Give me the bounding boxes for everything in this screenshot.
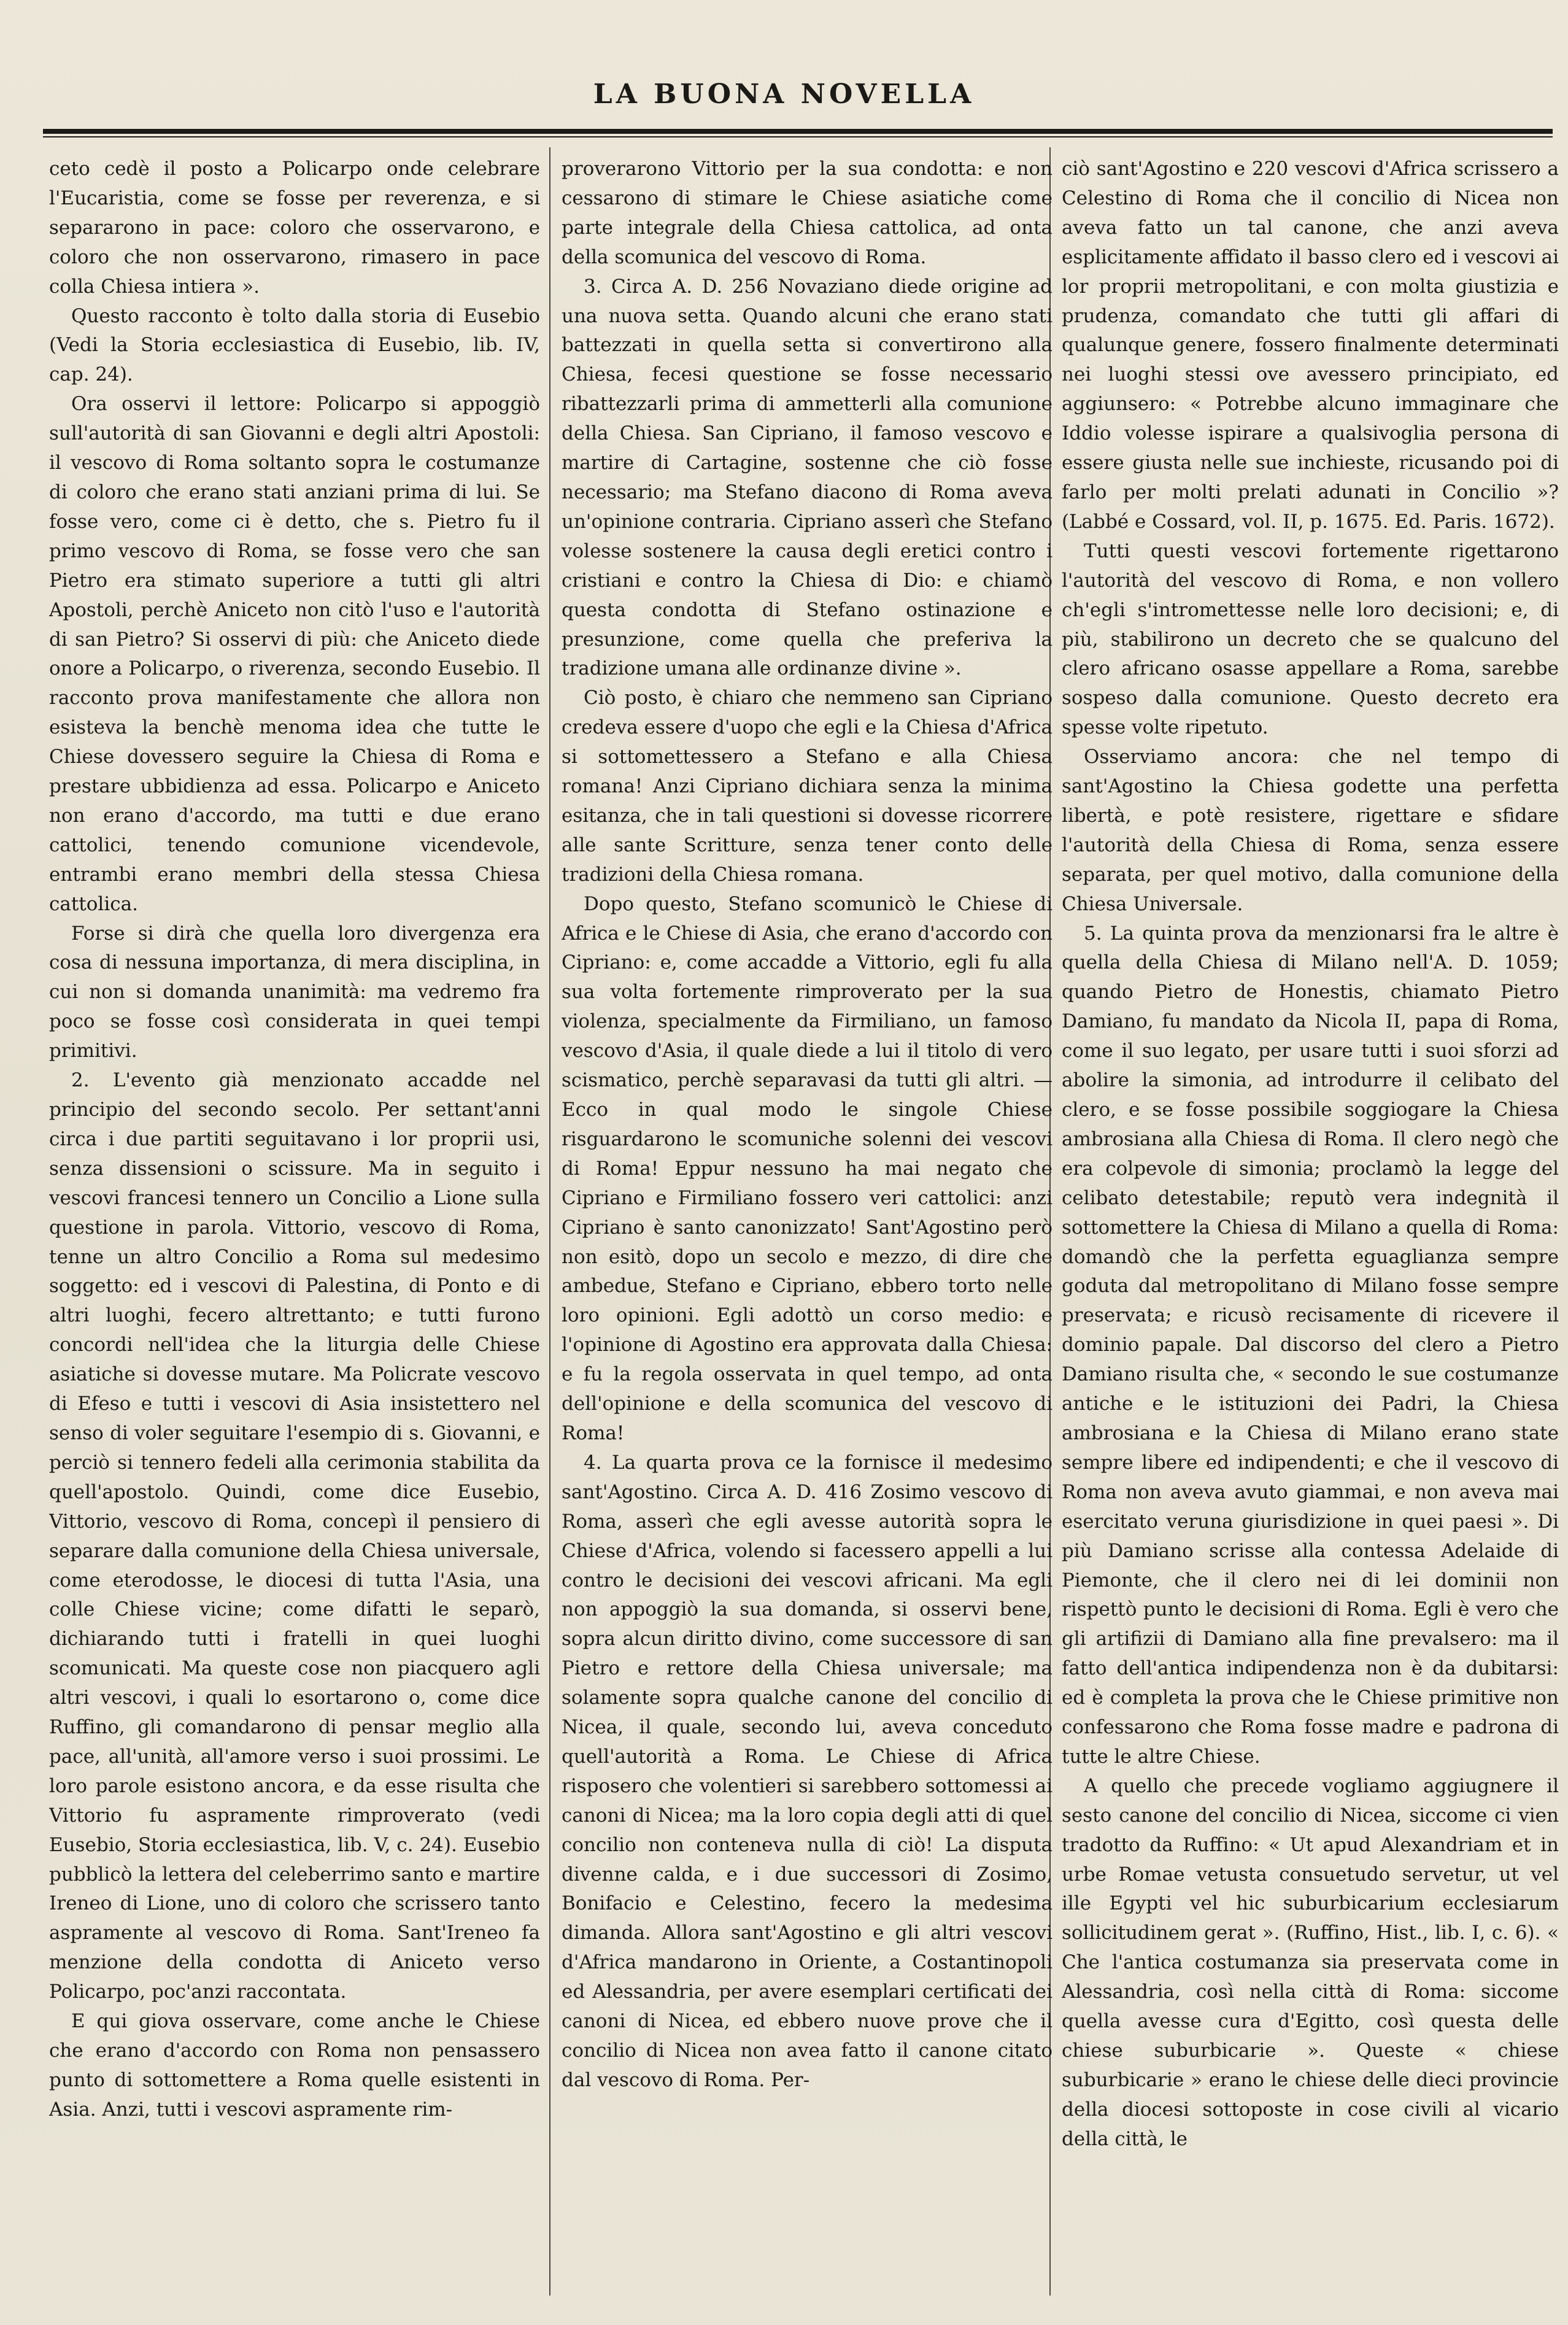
text-column-2 — [562, 155, 1052, 2303]
paragraph: ciò sant'Agostino e 220 vescovi d'Africa scrissero a Celestino di Roma che il concilio di Nicea non aveva fatto un tal canone, che anzi aveva esplicitamente affidato il basso clero ed i vescovi ai lor proprii metropolitani, e con molta giustizia e prudenza, comandato che tutti gli affari di qualunque genere, fossero finalmente determinati nei luoghi stessi ove avessero principiato, ed aggiunsero: « Potrebbe alcuno immaginare che Iddio volesse ispirare a qualsivoglia persona di essere giusta nelle sue inchieste, ricusando poi di farlo per molti prelati adunati in Concilio »? (Labbé e Cossard, vol. II, p. 1675. Ed. Paris. 1672). — [1062, 158, 1559, 533]
paragraph: Ciò posto, è chiaro che nemmeno san Cipriano credeva essere d'uopo che egli e la Chiesa d'Africa si sottomettessero a Stefano e alla Chiesa romana! Anzi Cipriano dichiara senza la minima esitanza, che in tali questioni si dovesse ricorrere alle sante Scritture, senza tener conto delle tradizioni della Chiesa romana. — [562, 687, 1052, 886]
paragraph: Ora osservi il lettore: Policarpo si appoggiò sull'autorità di san Giovanni e degli altri Apostoli: il vescovo di Roma soltanto sopra le costumanze di coloro che erano stati anziani prima di lui. Se fosse vero, come ci è detto, che s. Pietro fu il primo vescovo di Roma, se fosse vero che san Pietro era stimato superiore a tutti gli altri Apostoli, perchè Aniceto non citò l'uso e l'autorità di san Pietro? Si osservi di più: che Aniceto diede onore a Policarpo, o riverenza, secondo Eusebio. Il racconto prova manifestamente che allora non esisteva la benchè menoma idea che tutte le Chiese dovessero seguire la Chiesa di Roma e prestare ubbidienza ad essa. Policarpo e Aniceto non erano d'accordo, ma tutti e due erano cattolici, tenendo comunione vicendevole, entrambi erano membri della stessa Chiesa cattolica. — [49, 393, 540, 915]
paragraph: Questo racconto è tolto dalla storia di Eusebio (Vedi la Storia ecclesiastica di Eusebio, lib. IV, cap. 24). — [49, 304, 540, 386]
text-column-1 — [49, 155, 540, 2303]
paragraph: Tutti questi vescovi fortemente rigettarono l'autorità del vescovo di Roma, e non vollero ch'egli s'intromettesse nelle loro decisioni; e, di più, stabilirono un decreto che se qualcuno del clero africano osasse appellare a Roma, sarebbe sospeso dalla comunione. Questo decreto era spesse volte ripetuto. — [1062, 540, 1559, 739]
paragraph: Dopo questo, Stefano scomunicò le Chiese di Africa e le Chiese di Asia, che erano d'accordo con Cipriano: e, come accadde a Vittorio, egli fu alla sua volta fortemente rimproverato per la sua violenza, specialmente da Firmiliano, un famoso vescovo d'Asia, il quale diede a lui il titolo di vero scismatico, perchè separavasi da tutti gli altri. — Ecco in qual modo le singole Chiese risguardarono le scomuniche solenni dei vescovi di Roma! Eppur nessuno ha mai negato che Cipriano e Firmiliano fossero veri cattolici: anzi Cipriano è santo canonizzato! Sant'Agostino però non esitò, dopo un secolo e mezzo, di dire che ambedue, Stefano e Cipriano, ebbero torto nelle loro opinioni. Egli adottò un corso medio: e l'opinione di Agostino era approvata dalla Chiesa: e fu la regola osservata in quel tempo, ad onta dell'opinione e della scomunica del vescovo di Roma! — [562, 892, 1052, 1444]
paragraph: 5. La quinta prova da menzionarsi fra le altre è quella della Chiesa di Milano nell'A. D. 1059; quando Pietro de Honestis, chiamato Pietro Damiano, fu mandato da Nicola II, papa di Roma, come il suo legato, per usare tutti i suoi sforzi ad abolire la simonia, ad introdurre il celibato del clero, e se fosse possibile soggiogare la Chiesa ambrosiana alla Chiesa di Roma. Il clero negò che era colpevole di simonia; proclamò la legge del celibato detestabile; reputò vera indegnità il sottomettere la Chiesa di Milano a quella di Roma: domandò che la perfetta eguaglianza sempre goduta dal metropolitano di Milano fosse sempre preservata; e ricusò recisamente di ricevere il dominio papale. Dal discorso del clero a Pietro Damiano risulta che, « secondo le sue costumanze antiche e le istituzioni dei Padri, la Chiesa ambrosiana e la Chiesa di Milano erano state sempre libere ed indipendenti; e che il vescovo di Roma non aveva avuto giammai, e non aveva mai esercitato veruna giurisdizione in quei paesi ». Di più Damiano scrisse alla contessa Adelaide di Piemonte, che il clero nei di lei dominii non rispettò punto le decisioni di Roma. Egli è vero che gli artifizii di Damiano alla fine prevalsero: ma il fatto dell'antica indipendenza non è da dubitarsi: ed è completa la prova che le Chiese primitive non confessarono che Roma fosse madre e padrona di tutte le altre Chiese. — [1062, 922, 1559, 1768]
paragraph: Forse si dirà che quella loro divergenza era cosa di nessuna importanza, di mera disciplina, in cui non si domanda unanimità: ma vedremo fra poco se fosse così considerata in quei tempi primitivi. — [49, 922, 540, 1062]
paragraph: E qui giova osservare, come anche le Chiese che erano d'accordo con Roma non pensassero punto di sottomettere a Roma quelle esistenti in Asia. Anzi, tutti i vescovi aspramente rim- — [49, 2010, 540, 2121]
paragraph: proverarono Vittorio per la sua condotta: e non cessarono di stimare le Chiese asiatiche come parte integrale della Chiesa cattolica, ad onta della scomunica del vescovo di Roma. — [562, 158, 1052, 268]
column-divider — [549, 147, 550, 2296]
paragraph: A quello che precede vogliamo aggiugnere il sesto canone del concilio di Nicea, siccome ci vien tradotto da Ruffino: « Ut apud Alexandriam et in urbe Romae vetusta consuetudo servetur, ut vel ille Egypti vel hic suburbicarium ecclesiarum sollicitudinem gerat ». (Ruffino, Hist., lib. I, c. 6). « Che l'antica costumanza sia preservata come in Alessandria, così nella città di Roma: siccome quella avesse cura d'Egitto, così questa delle chiese suburbicarie ». Queste « chiese suburbicarie » erano le chiese delle dieci provincie della diocesi sottoposte in cose civili al vicario della città, le — [1062, 1774, 1559, 2150]
paragraph: ceto cedè il posto a Policarpo onde celebrare l'Eucaristia, come se fosse per reverenza, e si separarono in pace: coloro che osservarono, e coloro che non osservarono, rimasero in pace colla Chiesa intiera ». — [49, 158, 540, 298]
paragraph: 2. L'evento già menzionato accadde nel principio del secondo secolo. Per settant'anni circa i due partiti seguitavano i lor proprii usi, senza dissensioni o scissure. Ma in seguito i vescovi francesi tennero un Concilio a Lione sulla questione in parola. Vittorio, vescovo di Roma, tenne un altro Concilio a Roma sul medesimo soggetto: ed i vescovi di Palestina, di Ponto e di altri luoghi, fecero altrettanto; e tutti furono concordi nell'idea che la liturgia delle Chiese asiatiche si dovesse mutare. Ma Policrate vescovo di Efeso e tutti i vescovi di Asia insistettero nel senso di voler seguitare l'esempio di s. Giovanni, e perciò si tennero fedeli alla cerimonia stabilita da quell'apostolo. Quindi, come dice Eusebio, Vittorio, vescovo di Roma, concepì il pensiero di separare dalla comunione della Chiesa universale, come eterodosse, le diocesi di tutta l'Asia, una colle Chiese vicine; come difatti le separò, dichiarando tutti i fratelli in quei luoghi scomunicati. Ma queste cose non piacquero agli altri vescovi, i quali lo esortarono o, come dice Ruffino, gli comandarono di pensar meglio alla pace, all'unità, all'amore verso i suoi prossimi. Le loro parole esistono ancora, e da esse risulta che Vittorio fu aspramente rimproverato (vedi Eusebio, Storia ecclesiastica, lib. V, c. 24). Eusebio pubblicò la lettera del celeberrimo santo e martire Ireneo di Lione, uno di coloro che scrissero tanto aspramente al vescovo di Roma. Sant'Ireneo fa menzione della condotta di Aniceto verso Policarpo, poc'anzi raccontata. — [49, 1069, 540, 2003]
paragraph: Osserviamo ancora: che nel tempo di sant'Agostino la Chiesa godette una perfetta libertà, e potè resistere, rigettare e sfidare l'autorità della Chiesa di Roma, senza essere separata, per quel motivo, dalla comunione della Chiesa Universale. — [1062, 746, 1559, 915]
header-rule — [43, 129, 1553, 137]
text-column-3 — [1062, 155, 1559, 2303]
paragraph: 4. La quarta prova ce la fornisce il medesimo sant'Agostino. Circa A. D. 416 Zosimo vescovo di Roma, asserì che egli avesse autorità sopra le Chiese d'Africa, volendo si facessero appelli a lui contro le decisioni dei vescovi africani. Ma egli non appoggiò la sua domanda, si osservi bene, sopra alcun diritto divino, come successore di san Pietro e rettore della Chiesa universale; ma solamente sopra qualche canone del concilio di Nicea, il quale, secondo lui, aveva conceduto quell'autorità a Roma. Le Chiese di Africa risposero che volentieri si sarebbero sottomessi ai canoni di Nicea; ma la loro copia degli atti di quel concilio non conteneva nulla di ciò! La disputa divenne calda, e i due successori di Zosimo, Bonifacio e Celestino, fecero la medesima dimanda. Allora sant'Agostino e gli altri vescovi d'Africa mandarono in Oriente, a Costantinopoli ed Alessandria, per avere esemplari certificati dei canoni di Nicea, ed ebbero nuove prove che il concilio di Nicea non avea fatto il canone citato dal vescovo di Roma. Per- — [562, 1451, 1052, 2091]
masthead-title: LA BUONA NOVELLA — [593, 79, 975, 110]
paragraph: 3. Circa A. D. 256 Novaziano diede origine ad una nuova setta. Quando alcuni che erano stati battezzati in quella setta si convertirono alla Chiesa, fecesi questione se fosse necessario ribattezzarli prima di ammetterli alla comunione della Chiesa. San Cipriano, il famoso vescovo e martire di Cartagine, sostenne che ciò fosse necessario; ma Stefano diacono di Roma aveva un'opinione contraria. Cipriano asserì che Stefano volesse sostenere la causa degli eretici contro i cristiani e contro la Chiesa di Dio: e chiamò questa condotta di Stefano ostinazione e presunzione, come quella che preferiva la tradizione umana alle ordinanze divine ». — [562, 275, 1052, 680]
